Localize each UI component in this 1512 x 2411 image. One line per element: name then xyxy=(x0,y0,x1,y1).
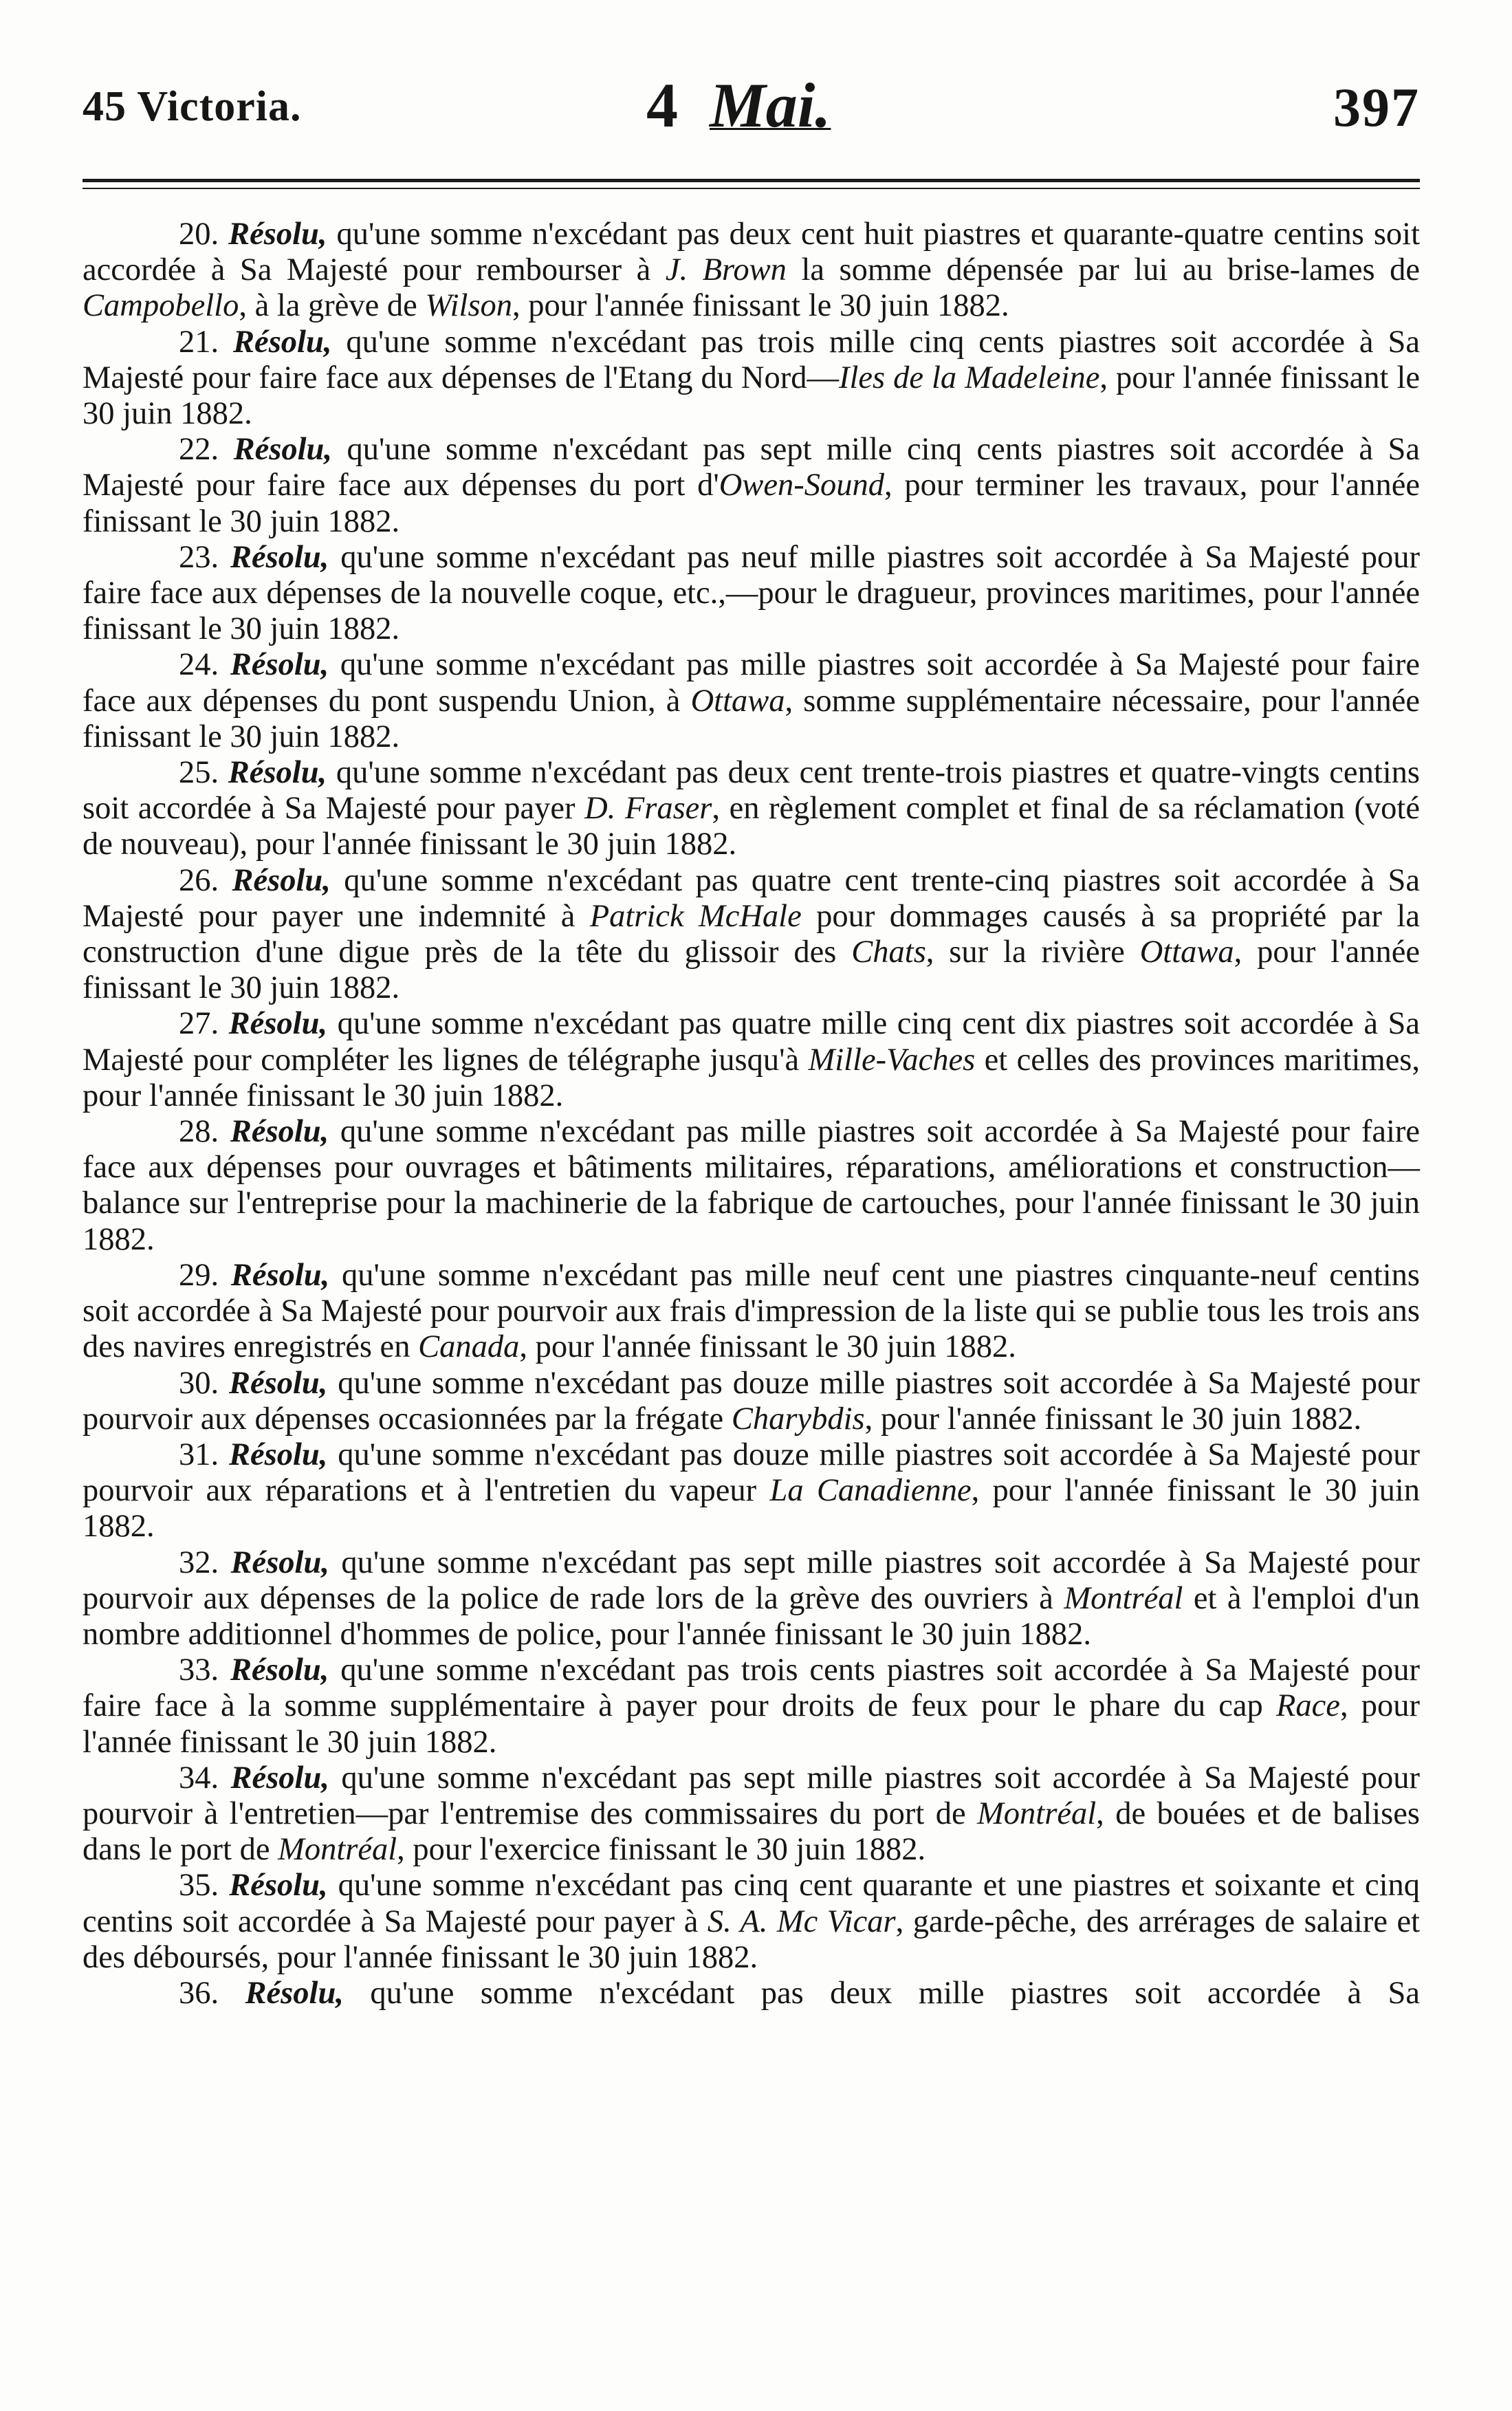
resolutions-body xyxy=(83,217,1420,2383)
session-label: 45 Victoria. xyxy=(83,83,302,130)
date-month: Mai. xyxy=(710,70,831,140)
italic-name: Ottawa xyxy=(690,683,785,719)
resolution-text: qu'une somme n'excédant pas deux cent trente-trois piastres et quatre-vingts centins soit accordée à Sa Majesté pour payer xyxy=(83,755,1421,827)
resolution-text: qu'une somme n'excédant pas quatre cent trente-cinq piastres soit accordée à Sa Majesté pour payer une indemnité à xyxy=(83,862,1421,934)
resolution-number: 34. xyxy=(179,1760,219,1796)
resolution-number: 31. xyxy=(179,1437,219,1472)
resolution-paragraph xyxy=(83,863,1420,1007)
resolution-number: 32. xyxy=(179,1545,219,1580)
italic-name: Montréal xyxy=(977,1796,1097,1831)
italic-name: Canada xyxy=(418,1329,520,1365)
italic-name: Patrick McHale xyxy=(589,898,802,934)
resolution-paragraph xyxy=(83,755,1420,863)
resolution-paragraph xyxy=(83,1006,1420,1114)
resolution-text: qu'une somme n'excédant pas douze mille piastres soit accordée à Sa Majesté pour pourvoir aux réparations et à l'entretien du vapeur xyxy=(83,1437,1421,1509)
resolution-paragraph xyxy=(83,1760,1420,1868)
resolution-text: qu'une somme n'excédant pas deux cent huit piastres et quarante-quatre centins soit accordée à Sa Majesté pour rembourser à xyxy=(83,217,1421,288)
header-rule-thick xyxy=(83,179,1420,182)
resolution-paragraph xyxy=(83,1976,1420,2011)
italic-name: Wilson xyxy=(425,288,513,324)
resolution-text: qu'une somme n'excédant pas mille neuf cent une piastres cinquante-neuf centins soit accordée à Sa Majesté pour pourvoir aux frais d'impression de la liste qui se publie tous les trois ans des navires enregistrés en xyxy=(83,1257,1421,1365)
italic-name: Race xyxy=(1276,1688,1340,1724)
resolution-text: qu'une somme n'excédant pas trois cents piastres soit accordée à Sa Majesté pour faire face à la somme supplémentaire à payer pour droits de feux pour le phare du cap xyxy=(83,1652,1421,1724)
resolution-text: , pour l'année finissant le 30 juin 1882. xyxy=(83,935,1420,1006)
resolu-label: Résolu, xyxy=(229,1868,328,1903)
resolution-paragraph xyxy=(83,1868,1420,1976)
resolution-text: , pour l'année finissant le 30 juin 1882. xyxy=(83,1688,1420,1760)
resolution-paragraph xyxy=(83,1545,1420,1653)
resolution-number: 25. xyxy=(179,755,219,791)
resolution-text: qu'une somme n'excédant pas sept mille piastres soit accordée à Sa Majesté pour pourvoir à l'entretien—par l'entremise des commissaires du port de xyxy=(83,1760,1420,1831)
resolu-label: Résolu, xyxy=(228,217,327,252)
italic-name: Ottawa xyxy=(1139,935,1234,970)
resolution-text: , pour l'année finissant le 30 juin 1882. xyxy=(83,1473,1421,1545)
resolution-text: qu'une somme n'excédant pas sept mille piastres soit accordée à Sa Majesté pour pourvoir aux dépenses de la police de rade lors de la grève des ouvriers à xyxy=(83,1545,1420,1616)
resolution-text: , pour l'année finissant le 30 juin 1882. xyxy=(864,1401,1362,1437)
italic-name: D. Fraser xyxy=(584,791,712,827)
resolution-text: la somme dépensée par lui au brise-lames de xyxy=(786,252,1420,288)
resolu-label: Résolu, xyxy=(230,1114,329,1150)
resolution-text: qu'une somme n'excédant pas neuf mille piastres soit accordée à Sa Majesté pour faire face aux dépenses de la nouvelle coque, etc.,—pour le dragueur, provinces maritimes, pour l'année finissant le 30 juin 1882. xyxy=(83,539,1420,647)
page-header xyxy=(83,69,1420,158)
resolu-label: Résolu, xyxy=(245,1975,344,2011)
resolu-label: Résolu, xyxy=(230,1760,329,1796)
italic-name: J. Brown xyxy=(665,252,787,288)
resolution-text: , garde-pêche, des arrérages de salaire et des déboursés, pour l'année finissant le 30 juin 1882. xyxy=(83,1903,1420,1975)
resolution-text: , pour terminer les travaux, pour l'année finissant le 30 juin 1882. xyxy=(83,468,1420,539)
resolution-number: 30. xyxy=(179,1365,219,1401)
resolution-text: , pour l'année finissant le 30 juin 1882. xyxy=(519,1329,1016,1365)
resolution-text: qu'une somme n'excédant pas deux mille piastres soit accordée à Sa xyxy=(343,1975,1420,2011)
italic-name: Campobello xyxy=(83,288,239,324)
resolution-number: 26. xyxy=(179,862,219,898)
resolution-text: , pour l'année finissant le 30 juin 1882. xyxy=(512,288,1009,324)
resolution-number: 24. xyxy=(179,647,219,683)
date-day: 4 xyxy=(646,70,678,140)
date-label xyxy=(646,69,831,142)
resolution-text: qu'une somme n'excédant pas quatre mille cinq cent dix piastres soit accordée à Sa Majesté pour compléter les lignes de télégraphe jusqu'à xyxy=(83,1006,1420,1078)
italic-name: Charybdis xyxy=(731,1401,865,1437)
resolution-paragraph xyxy=(83,1258,1420,1366)
resolution-number: 22. xyxy=(179,432,219,468)
resolution-paragraph xyxy=(83,432,1420,540)
resolu-label: Résolu, xyxy=(233,324,332,360)
resolu-label: Résolu, xyxy=(230,647,329,683)
italic-name: Montréal xyxy=(1064,1580,1183,1616)
italic-name: Montréal xyxy=(278,1832,397,1868)
resolu-label: Résolu, xyxy=(230,539,329,575)
resolution-paragraph xyxy=(83,217,1420,325)
resolution-paragraph xyxy=(83,1437,1420,1545)
resolution-paragraph xyxy=(83,1114,1420,1258)
resolution-text: , pour l'année finissant le 30 juin 1882. xyxy=(83,360,1421,432)
resolution-paragraph xyxy=(83,1652,1420,1760)
resolu-label: Résolu, xyxy=(228,1437,328,1472)
italic-name: Mille-Vaches xyxy=(808,1042,976,1078)
resolu-label: Résolu, xyxy=(228,1006,328,1042)
italic-name: Owen-Sound xyxy=(719,468,884,503)
italic-name: La Canadienne xyxy=(769,1473,972,1509)
italic-name: Chats xyxy=(851,935,926,970)
resolution-text: , à la grève de xyxy=(239,288,426,324)
resolution-text: qu'une somme n'excédant pas douze mille piastres soit accordée à Sa Majesté pour pourvoir aux dépenses occasionnées par la frégate xyxy=(83,1365,1421,1437)
italic-name: Iles de la Madeleine xyxy=(839,360,1100,395)
resolution-text: pour dommages causés à sa propriété par la construction d'une digue près de la tête du glissoir des xyxy=(83,898,1420,970)
resolu-label: Résolu, xyxy=(230,1257,330,1293)
resolution-text: qu'une somme n'excédant pas mille piastres soit accordée à Sa Majesté pour faire face aux dépenses du pont suspendu Union, à xyxy=(83,647,1421,719)
resolution-number: 28. xyxy=(179,1114,219,1150)
resolution-number: 27. xyxy=(179,1006,219,1042)
resolution-text: , de bouées et de balises dans le port de xyxy=(83,1796,1420,1868)
resolu-label: Résolu, xyxy=(230,1652,329,1688)
resolution-text: et celles des provinces maritimes, pour l'année finissant le 30 juin 1882. xyxy=(83,1042,1420,1113)
resolution-text: , somme supplémentaire nécessaire, pour l'année finissant le 30 juin 1882. xyxy=(83,683,1420,754)
resolu-label: Résolu, xyxy=(228,755,327,791)
resolution-text: et à l'emploi d'un nombre additionnel d'hommes de police, pour l'année finissant le 30 juin 1882. xyxy=(83,1580,1420,1652)
resolution-number: 21. xyxy=(179,324,219,360)
resolution-number: 36. xyxy=(179,1975,219,2011)
resolution-number: 20. xyxy=(179,217,219,252)
resolution-text: , sur la rivière xyxy=(925,935,1140,970)
italic-name: S. A. Mc Vicar xyxy=(707,1903,896,1939)
resolution-paragraph xyxy=(83,325,1420,433)
resolution-paragraph xyxy=(83,1366,1420,1437)
resolution-text: qu'une somme n'excédant pas cinq cent quarante et une piastres et soixante et cinq centins soit accordée à Sa Majesté pour payer à xyxy=(83,1868,1420,1939)
header-rule-thin xyxy=(83,188,1420,189)
resolution-paragraph xyxy=(83,647,1420,755)
resolution-number: 29. xyxy=(179,1257,219,1293)
page-number: 397 xyxy=(1333,78,1420,138)
resolution-text: , en règlement complet et final de sa réclamation (voté de nouveau), pour l'année finissant le 30 juin 1882. xyxy=(83,791,1420,862)
resolu-label: Résolu, xyxy=(230,1545,329,1580)
resolution-text: qu'une somme n'excédant pas mille piastres soit accordée à Sa Majesté pour faire face aux dépenses pour ouvrages et bâtiments militaires, réparations, améliorations et construction—balance sur l'entreprise pour la machinerie de la fabrique de cartouches, pour l'année finissant le 30 juin 1882. xyxy=(83,1114,1421,1257)
resolution-number: 35. xyxy=(179,1868,219,1903)
resolution-text: qu'une somme n'excédant pas sept mille cinq cents piastres soit accordée à Sa Majesté pour faire face aux dépenses du port d' xyxy=(83,432,1421,503)
resolution-text: qu'une somme n'excédant pas trois mille cinq cents piastres soit accordée à Sa Majesté pour faire face aux dépenses de l'Etang du Nord— xyxy=(83,324,1420,395)
resolution-number: 23. xyxy=(179,539,219,575)
resolution-text: , pour l'exercice finissant le 30 juin 1882. xyxy=(397,1832,926,1868)
resolu-label: Résolu, xyxy=(233,432,333,468)
resolu-label: Résolu, xyxy=(232,862,331,898)
resolution-paragraph xyxy=(83,540,1420,648)
resolution-number: 33. xyxy=(179,1652,219,1688)
resolu-label: Résolu, xyxy=(228,1365,328,1401)
